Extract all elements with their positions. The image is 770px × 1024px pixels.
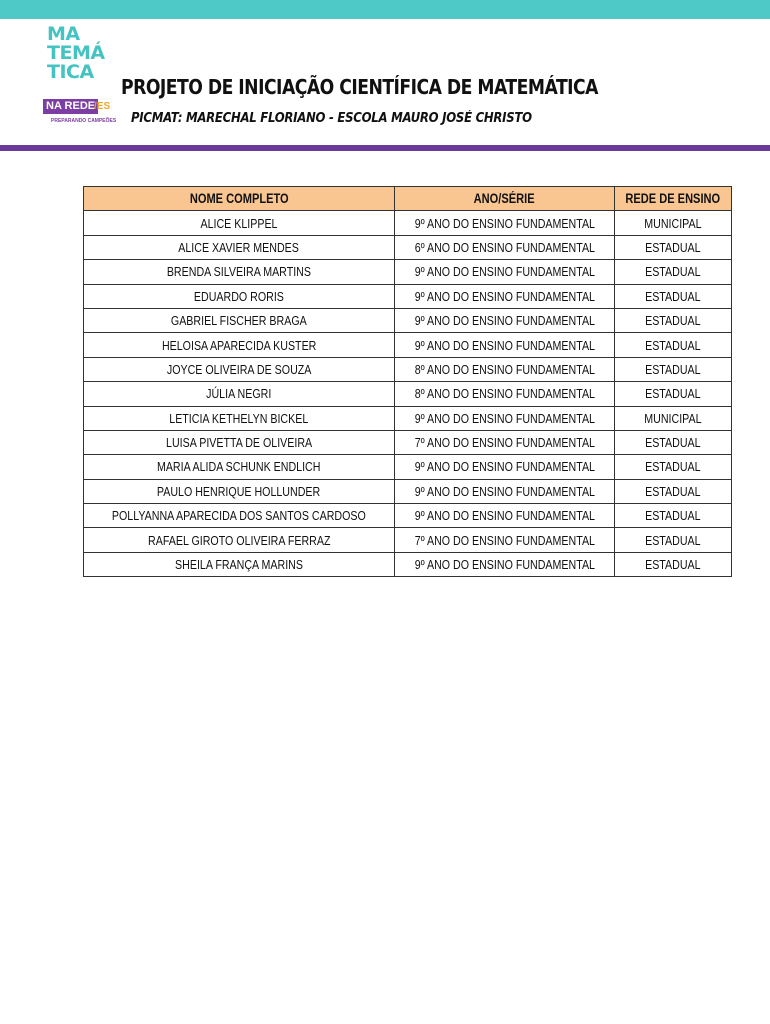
student-name-cell [84, 382, 395, 406]
student-name-cell [84, 357, 395, 381]
cell-text: EDUARDO RORIS [193, 288, 284, 304]
grade-cell [394, 260, 615, 284]
logo-line-2: TEMÁ [47, 42, 105, 64]
student-name-cell [84, 260, 395, 284]
table-row [84, 333, 732, 357]
student-name-cell [84, 528, 395, 552]
grade-cell [394, 479, 615, 503]
school-network-cell [615, 333, 732, 357]
school-network-cell [615, 357, 732, 381]
cell-text: 8º ANO DO ENSINO FUNDAMENTAL [414, 361, 595, 377]
table-row [84, 382, 732, 406]
header-divider-bar [0, 145, 770, 151]
page-title: PROJETO DE INICIAÇÃO CIENTÍFICA DE MATEMÁTICA [121, 75, 598, 99]
table-row [84, 284, 732, 308]
grade-cell [394, 211, 615, 235]
student-roster-table [83, 186, 732, 577]
table-row [84, 308, 732, 332]
page-subtitle: PICMAT: MARECHAL FLORIANO - ESCOLA MAURO JOSÉ CHRISTO [131, 111, 532, 126]
cell-text: 7º ANO DO ENSINO FUNDAMENTAL [414, 435, 595, 451]
cell-text: 9º ANO DO ENSINO FUNDAMENTAL [414, 557, 595, 573]
cell-text: GABRIEL FISCHER BRAGA [170, 313, 307, 329]
cell-text: ESTADUAL [645, 508, 701, 524]
grade-cell [394, 552, 615, 576]
cell-text: ESTADUAL [645, 361, 701, 377]
logo-line-1: MA [47, 23, 80, 45]
cell-text: 9º ANO DO ENSINO FUNDAMENTAL [414, 508, 595, 524]
cell-text: ESTADUAL [645, 532, 701, 548]
cell-text: ESTADUAL [645, 239, 701, 255]
school-network-cell [615, 528, 732, 552]
cell-text: JÚLIA NEGRI [206, 386, 272, 402]
student-name-cell [84, 406, 395, 430]
cell-text: 9º ANO DO ENSINO FUNDAMENTAL [414, 337, 595, 353]
school-network-cell [615, 211, 732, 235]
cell-text: MUNICIPAL [644, 215, 702, 231]
table-row [84, 455, 732, 479]
cell-text: ESTADUAL [645, 386, 701, 402]
grade-cell [394, 455, 615, 479]
logo-tagline: PREPARANDO CAMPEÕES [51, 118, 117, 124]
cell-text: 9º ANO DO ENSINO FUNDAMENTAL [414, 483, 595, 499]
student-name-cell [84, 284, 395, 308]
table-row [84, 211, 732, 235]
cell-text: LUISA PIVETTA DE OLIVEIRA [165, 435, 312, 451]
school-network-cell [615, 479, 732, 503]
student-name-cell [84, 504, 395, 528]
grade-cell [394, 308, 615, 332]
cell-text: ESTADUAL [645, 557, 701, 573]
cell-text: POLLYANNA APARECIDA DOS SANTOS CARDOSO [111, 508, 366, 524]
grade-cell [394, 357, 615, 381]
table-row [84, 552, 732, 576]
school-network-cell [615, 406, 732, 430]
student-name-cell [84, 333, 395, 357]
school-network-cell [615, 308, 732, 332]
cell-text: 7º ANO DO ENSINO FUNDAMENTAL [414, 532, 595, 548]
grade-cell [394, 382, 615, 406]
logo-na-rede: NA REDE [43, 99, 98, 114]
column-header-label: ANO/SÉRIE [474, 191, 536, 207]
grade-cell [394, 333, 615, 357]
cell-text: 9º ANO DO ENSINO FUNDAMENTAL [414, 264, 595, 280]
column-header-network [615, 187, 732, 211]
cell-text: ALICE KLIPPEL [200, 215, 278, 231]
cell-text: PAULO HENRIQUE HOLLUNDER [157, 483, 321, 499]
student-name-cell [84, 235, 395, 259]
grade-cell [394, 284, 615, 308]
student-name-cell [84, 308, 395, 332]
matematica-na-rede-logo [46, 23, 117, 137]
table-row [84, 357, 732, 381]
column-header-grade [394, 187, 615, 211]
cell-text: 8º ANO DO ENSINO FUNDAMENTAL [414, 386, 595, 402]
grade-cell [394, 235, 615, 259]
table-row [84, 406, 732, 430]
student-name-cell [84, 430, 395, 454]
cell-text: ESTADUAL [645, 264, 701, 280]
school-network-cell [615, 455, 732, 479]
cell-text: 6º ANO DO ENSINO FUNDAMENTAL [414, 239, 595, 255]
cell-text: 9º ANO DO ENSINO FUNDAMENTAL [414, 410, 595, 426]
cell-text: JOYCE OLIVEIRA DE SOUZA [166, 361, 312, 377]
cell-text: 9º ANO DO ENSINO FUNDAMENTAL [414, 288, 595, 304]
column-header-label: REDE DE ENSINO [625, 191, 721, 207]
table-row [84, 479, 732, 503]
cell-text: ESTADUAL [645, 459, 701, 475]
student-name-cell [84, 552, 395, 576]
cell-text: 9º ANO DO ENSINO FUNDAMENTAL [414, 313, 595, 329]
cell-text: ESTADUAL [645, 337, 701, 353]
cell-text: MARIA ALIDA SCHUNK ENDLICH [157, 459, 321, 475]
grade-cell [394, 406, 615, 430]
cell-text: MUNICIPAL [644, 410, 702, 426]
logo-line-3: TICA [47, 61, 94, 83]
table-row [84, 528, 732, 552]
column-header-name [84, 187, 395, 211]
school-network-cell [615, 504, 732, 528]
cell-text: 9º ANO DO ENSINO FUNDAMENTAL [414, 215, 595, 231]
cell-text: LETICIA KETHELYN BICKEL [169, 410, 309, 426]
table-row [84, 260, 732, 284]
table-row [84, 235, 732, 259]
top-accent-bar [0, 0, 770, 19]
table-row [84, 504, 732, 528]
grade-cell [394, 528, 615, 552]
cell-text: ESTADUAL [645, 435, 701, 451]
column-header-label: NOME COMPLETO [189, 191, 289, 207]
table-row [84, 430, 732, 454]
student-name-cell [84, 479, 395, 503]
grade-cell [394, 504, 615, 528]
school-network-cell [615, 382, 732, 406]
cell-text: SHEILA FRANÇA MARINS [174, 557, 303, 573]
school-network-cell [615, 430, 732, 454]
cell-text: RAFAEL GIROTO OLIVEIRA FERRAZ [147, 532, 331, 548]
cell-text: ESTADUAL [645, 483, 701, 499]
school-network-cell [615, 260, 732, 284]
student-name-cell [84, 211, 395, 235]
cell-text: 9º ANO DO ENSINO FUNDAMENTAL [414, 459, 595, 475]
cell-text: ESTADUAL [645, 288, 701, 304]
cell-text: ESTADUAL [645, 313, 701, 329]
cell-text: ALICE XAVIER MENDES [178, 239, 300, 255]
logo-es: /ES [94, 101, 111, 112]
school-network-cell [615, 552, 732, 576]
school-network-cell [615, 235, 732, 259]
cell-text: HELOISA APARECIDA KUSTER [161, 337, 317, 353]
school-network-cell [615, 284, 732, 308]
cell-text: BRENDA SILVEIRA MARTINS [166, 264, 311, 280]
grade-cell [394, 430, 615, 454]
student-name-cell [84, 455, 395, 479]
table-header-row [84, 187, 732, 211]
